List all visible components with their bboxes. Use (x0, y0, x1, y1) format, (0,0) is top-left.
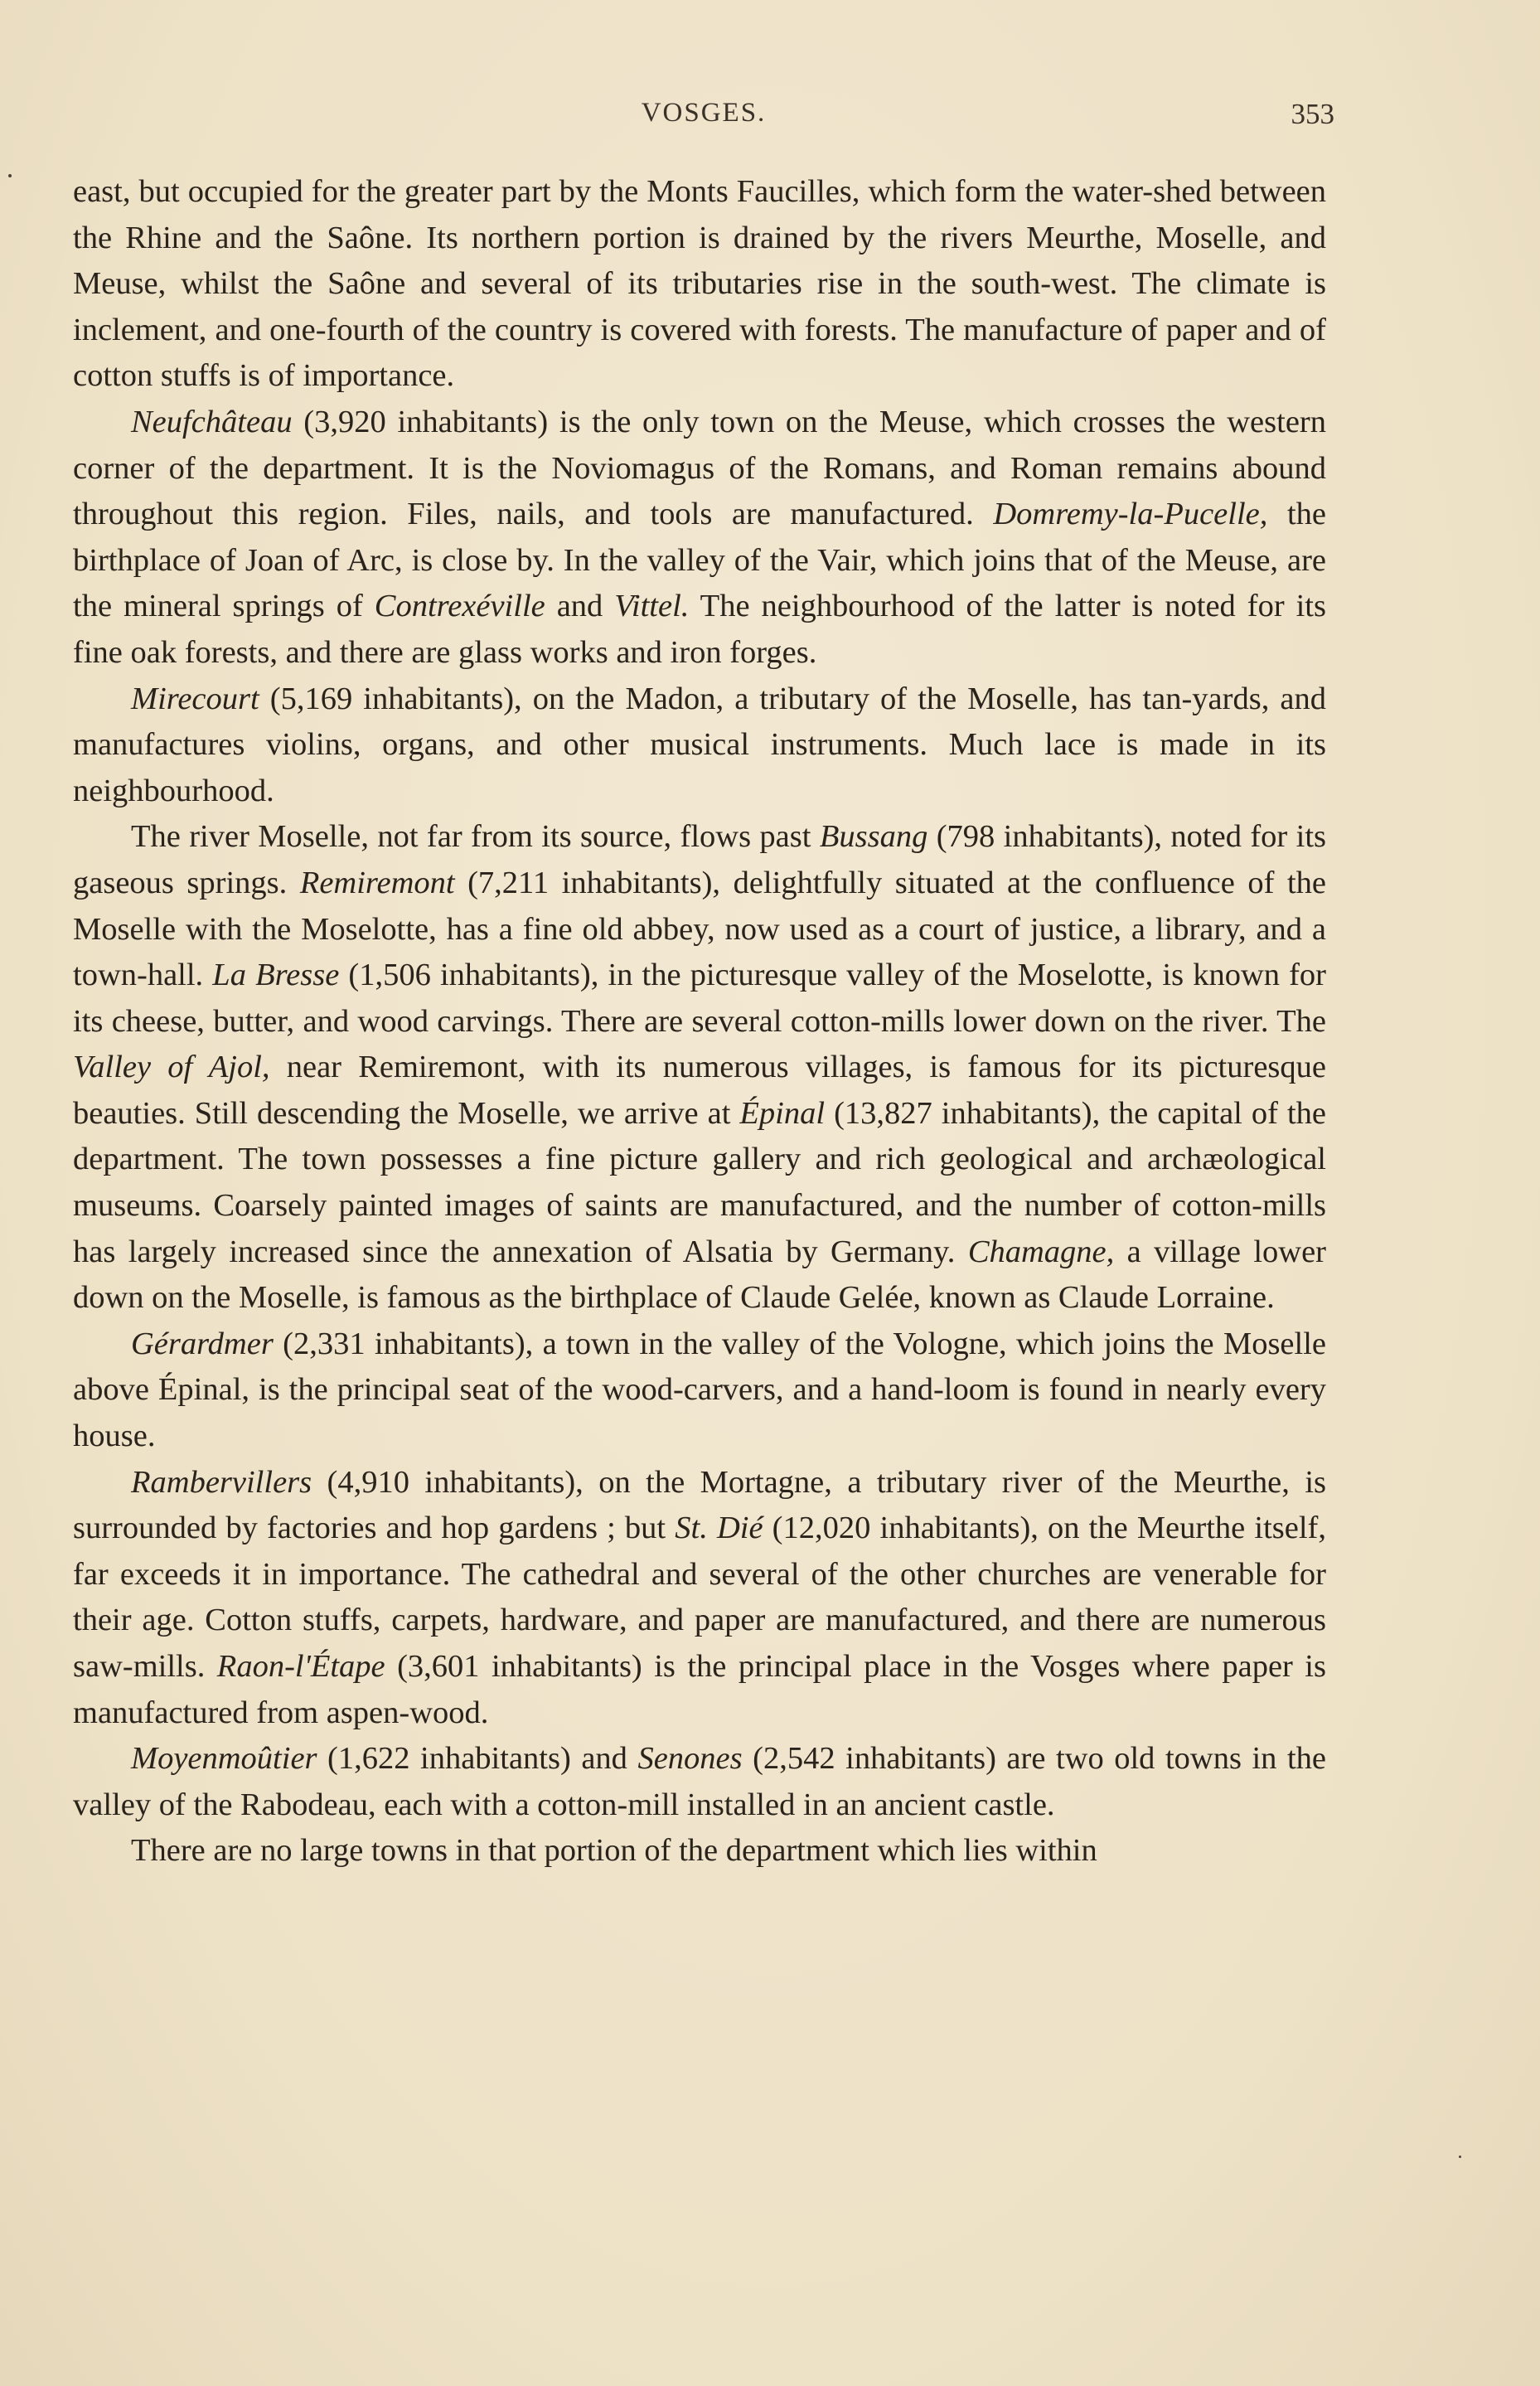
paragraph (73, 169, 1326, 400)
place-name: Remiremont (299, 865, 455, 900)
paragraph (73, 1736, 1326, 1828)
body-text (73, 169, 1326, 1874)
place-name: Gérardmer (131, 1326, 274, 1361)
place-name: Mirecourt (131, 681, 259, 716)
margin-speck (1459, 2156, 1461, 2158)
place-name: Domremy-la-Pucelle, (993, 497, 1268, 532)
place-name: Neufchâteau (131, 404, 293, 439)
margin-speck (8, 174, 12, 177)
paragraph (73, 1828, 1326, 1874)
place-name: Bussang (819, 819, 928, 855)
text-run: (12,020 inhabitants), on the Meurthe itself, far exceeds it in importance. The cathedral and several of the other churches are venerable for their age. Cotton stuffs, carpets, hardware, and paper are manufactured, and there are numerous saw-mills. (73, 1511, 1326, 1684)
text-run: a village lower down on the Moselle, is famous as the birthplace of Claude Gelée, known as Claude Lorraine. (73, 1234, 1326, 1316)
paragraph (73, 814, 1326, 1322)
text-run: and (545, 589, 615, 624)
text-run: (5,169 inhabitants), on the Madon, a tributary of the Moselle, has tan-yards, and manufactures violins, organs, and other musical instruments. Much lace is made in its neighbourhood. (73, 681, 1326, 808)
text-run: (7,211 inhabitants), delightfully situated at the confluence of the Moselle with the Moselotte, has a fine old abbey, now used as a court of justice, a library, and a town-hall. (73, 865, 1327, 993)
paragraph (73, 400, 1326, 677)
text-run: The neighbourhood of the latter is noted for its fine oak forests, and there are glass works and iron forges. (73, 589, 1326, 670)
text-run: (2,331 inhabitants), a town in the valley of the Vologne, which joins the Moselle above Épinal, is the principal seat of the wood-carvers, and a hand-loom is found in nearly every house. (73, 1326, 1326, 1454)
page-number: 353 (1291, 98, 1334, 130)
text-run: (1,622 inhabitants) and (317, 1741, 638, 1777)
place-name: Contrexéville (374, 589, 545, 624)
text-run: (13,827 inhabitants), the capital of the department. The town possesses a fine picture gallery and rich geological and archæological museums. Coarsely painted images of saints are manufactured, and the number of cotton-mills has largely increased since the annexation of Alsatia by Germany. (73, 1095, 1326, 1269)
place-name: Valley of Ajol, (73, 1050, 270, 1085)
place-name: Senones (637, 1741, 743, 1777)
paragraph (73, 1460, 1326, 1737)
running-head: VOSGES. (641, 98, 767, 128)
text-run: (2,542 inhabitants) are two old towns in the valley of the Rabodeau, each with a cotton-mill installed in an ancient castle. (73, 1741, 1326, 1822)
place-name: Vittel. (614, 589, 690, 624)
text-run: (1,506 inhabitants), in the picturesque valley of the Moselotte, is known for its cheese, butter, and wood carvings. There are several cotton-mills lower down on the river. The (73, 958, 1327, 1039)
text-run: There are no large towns in that portion of the department which lies within (131, 1833, 1097, 1869)
paragraph (73, 1322, 1326, 1460)
place-name: La Bresse (212, 958, 340, 993)
paragraph (73, 677, 1326, 815)
text-run: east, but occupied for the greater part by the Monts Faucilles, which form the water-shed between the Rhine and the Saône. Its northern portion is drained by the rivers Meurthe, Moselle, and Meuse, whilst the Saône and several of its tributaries rise in the south-west. The climate is inclement, and one-fourth of the country is covered with forests. The manufacture of paper and of cotton stuffs is of importance. (73, 174, 1326, 394)
text-run: (4,910 inhabitants), on the Mortagne, a tributary river of the Meurthe, is surrounded by factories and hop gardens ; but (73, 1464, 1326, 1546)
place-name: Chamagne, (967, 1234, 1115, 1269)
place-name: Moyenmoûtier (131, 1741, 317, 1777)
place-name: Raon-l'Étape (216, 1649, 385, 1684)
text-run: near Remiremont, with its numerous villages, is famous for its picturesque beauties. Still descending the Moselle, we arrive at (73, 1050, 1326, 1131)
place-name: St. Dié (675, 1511, 763, 1546)
text-run: (3,601 inhabitants) is the principal place in the Vosges where paper is manufactured from aspen-wood. (73, 1649, 1326, 1730)
page-header (73, 98, 1334, 139)
text-run: The river Moselle, not far from its source, flows past (131, 819, 820, 855)
text-run: (3,920 inhabitants) is the only town on the Meuse, which crosses the western corner of the department. It is the Noviomagus of the Romans, and Roman remains abound throughout this region. Files, nails, and tools are manufactured. (73, 404, 1326, 532)
place-name: Épinal (739, 1095, 826, 1131)
text-run: the birthplace of Joan of Arc, is close by. In the valley of the Vair, which joins that of the Meuse, are the mineral springs of (73, 497, 1326, 624)
text-run: (798 inhabitants), noted for its gaseous springs. (73, 819, 1327, 900)
place-name: Rambervillers (131, 1464, 312, 1500)
